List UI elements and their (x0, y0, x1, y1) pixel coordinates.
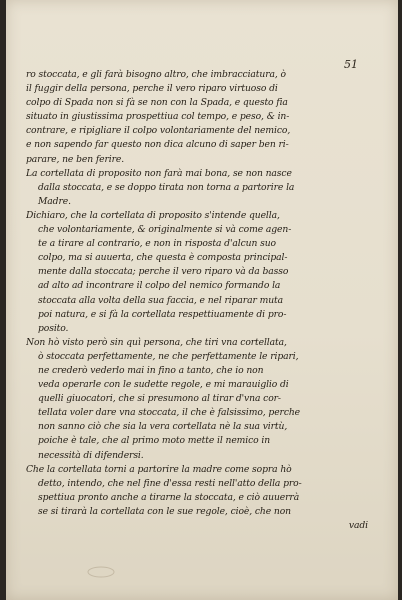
book-page (6, 0, 398, 600)
text-line: te a tirare al contrario, e non in risposta d'alcun suo (38, 238, 276, 250)
text-line: colpo, ma si auuerta, che questa è composta principal- (38, 252, 288, 264)
text-line: detto, intendo, che nel fine d'essa resti nell'atto della pro- (38, 477, 302, 489)
text-line: Madre. (38, 195, 71, 207)
paragraph (26, 463, 378, 519)
paragraph (26, 68, 378, 167)
paragraph (26, 336, 378, 463)
text-line: ne crederò vederlo mai in fino a tanto, che io non (38, 364, 264, 376)
text-line: Non hò visto però sin quì persona, che tiri vna cortellata, (26, 336, 287, 348)
text-line: situato in giustissima prospettiua col tempo, e peso, & in- (26, 111, 290, 123)
text-line: stoccata alla volta della sua faccia, e nel riparar muta (38, 294, 283, 306)
text-line: Dichiaro, che la cortellata di proposito s'intende quella, (26, 209, 280, 221)
text-line: veda operarle con le sudette regole, e mi marauiglio di (38, 379, 289, 391)
text-line: quelli giuocatori, che si presumono al tirar d'vna cor- (38, 393, 281, 405)
paragraph (26, 209, 378, 336)
text-line: dalla stoccata, e se doppo tirata non torna a partorire la (38, 181, 295, 193)
text-line: e non sapendo far questo non dica alcuno di saper ben ri- (26, 139, 289, 151)
text-line: ò stoccata perfettamente, ne che perfettamente le ripari, (38, 350, 299, 362)
library-stamp-icon (86, 566, 116, 578)
text-line: che volontariamente, & originalmente si và come agen- (38, 224, 292, 236)
text-line: mente dalla stoccata; perche il vero riparo và da basso (38, 266, 289, 278)
text-line: Che la cortellata torni a partorire la madre come sopra hò (26, 463, 292, 475)
text-line: non sanno ciò che sia la vera cortellata nè la sua virtù, (38, 421, 288, 433)
text-line: ro stoccata, e gli farà bisogno altro, che imbracciatura, ò (26, 69, 286, 80)
text-line: colpo di Spada non si fà se non con la Spada, e questo fia (26, 97, 288, 109)
text-line: parare, ne ben ferire. (26, 153, 125, 165)
text-line: poi natura, e si fà la cortellata respettiuamente di pro- (38, 308, 287, 320)
text-line: il fuggir della persona, perche il vero riparo virtuoso di (26, 83, 278, 95)
text-line: contrare, e ripigliare il colpo volontariamente del nemico, (26, 125, 291, 137)
page-text (26, 68, 378, 533)
catchword: vadi (348, 520, 368, 531)
text-line: tellata voler dare vna stoccata, il che è falsissimo, perche (38, 407, 301, 419)
text-line: posito. (38, 322, 69, 334)
text-line: se si tirarà la cortellata con le sue regole, cioè, che non (38, 505, 291, 517)
text-line: necessità di difendersi. (38, 449, 144, 461)
text-line: poiche è tale, che al primo moto mette il nemico in (38, 435, 271, 447)
paragraph (26, 167, 378, 209)
text-line: ad alto ad incontrare il colpo del nemico formando la (38, 280, 281, 292)
text-line: La cortellata di proposito non farà mai bona, se non nasce (26, 167, 292, 179)
page-number: 51 (344, 58, 358, 71)
faint-stamp (86, 566, 116, 580)
text-line: spettiua pronto anche a tirarne la stoccata, e ciò auuerrà (38, 491, 300, 503)
